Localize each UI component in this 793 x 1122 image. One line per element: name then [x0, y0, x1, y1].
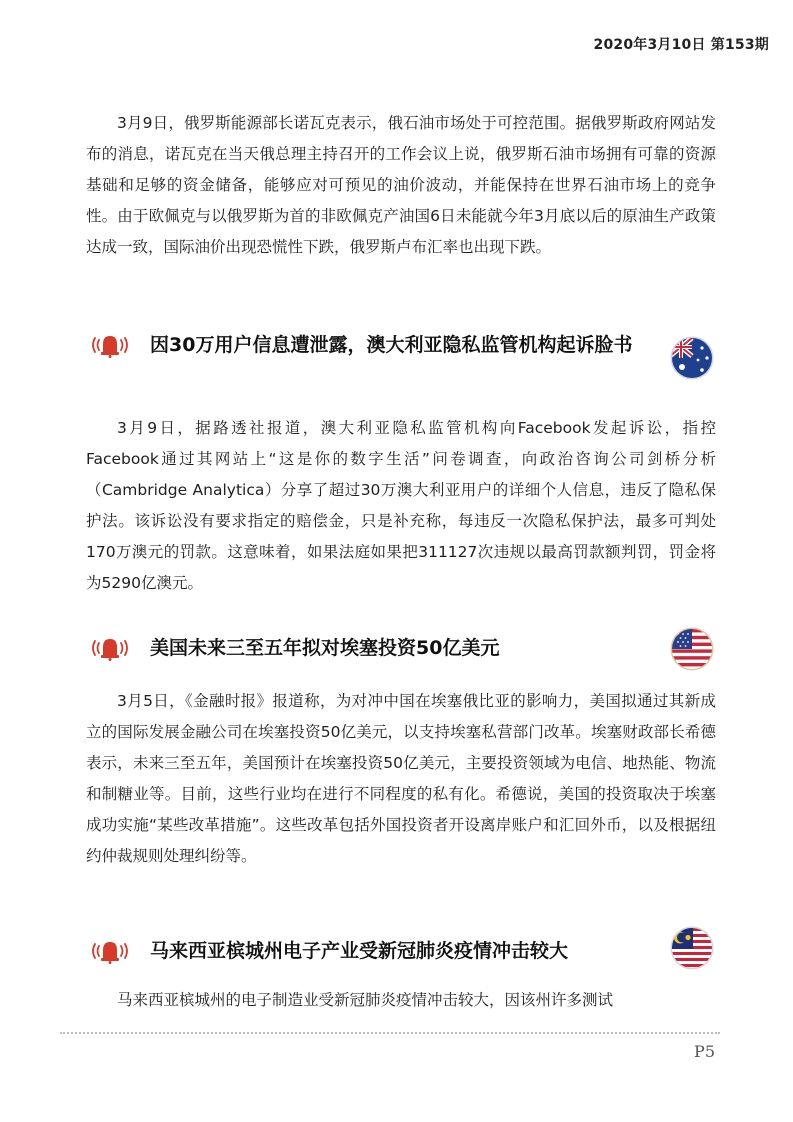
malaysia-flag-icon — [670, 926, 714, 970]
russia-oil-paragraph: 3月9日，俄罗斯能源部长诺瓦克表示，俄石油市场处于可控范围。据俄罗斯政府网站发布的消息，诺瓦克在当天俄总理主持召开的工作会议上说，俄罗斯石油市场拥有可靠的资源基础和足够的资金储备，能够应对可预见的油价波动，并能保持在世界石油市场上的竞争性。由于欧佩克与以俄罗斯为首的非欧佩克产油国6日未能就今年3月底以后的原油生产政策达成一致，国际油价出现恐慌性下跌，俄罗斯卢布汇率也出现下跌。 — [86, 114, 716, 256]
australia-flag-icon — [670, 336, 714, 380]
malaysia-penang-paragraph: 马来西亚槟城州的电子制造业受新冠肺炎疫情冲击较大，因该州许多测试 — [117, 991, 614, 1009]
usa-ethiopia-paragraph: 3月5日，《金融时报》报道称，为对冲中国在埃塞俄比亚的影响力，美国拟通过其新成立的国际发展金融公司在埃塞投资50亿美元，以支持埃塞私营部门改革。埃塞财政部长希德表示，未来三至五年，美国预计在埃塞投资50亿美元，主要投资领域为电信、地热能、物流和制糖业等。目前，这些行业均在进行不同程度的私有化。希德说，美国的投资取决于埃塞成功实施“某些改革措施”。这些改革包括外国投资者开设离岸账户和汇回外币，以及根据纽约仲裁规则处理纠纷等。 — [86, 692, 716, 865]
section-header-malaysia — [88, 936, 718, 986]
usa-flag-icon — [670, 627, 714, 671]
section-header-usa — [88, 633, 718, 683]
section-title-usa: 美国未来三至五年拟对埃塞投资50亿美元 — [150, 637, 500, 659]
section-title-malaysia: 马来西亚槟城州电子产业受新冠肺炎疫情冲击较大 — [150, 940, 569, 962]
footer-divider — [60, 1032, 720, 1034]
section-title-australia: 因30万用户信息遭泄露，澳大利亚隐私监管机构起诉脸书 — [150, 334, 633, 356]
page-number: P5 — [694, 1042, 715, 1061]
alarm-bell-icon — [88, 332, 132, 358]
australia-facebook-paragraph: 3月9日，据路透社报道，澳大利亚隐私监管机构向Facebook发起诉讼，指控Facebook通过其网站上“这是你的数字生活”问卷调查，向政治咨询公司剑桥分析（Cambridge Analytica）分享了超过30万澳大利亚用户的详细个人信息，违反了隐私保护法。该诉讼没有要求指定的赔偿金，只是补充称，每违反一次隐私保护法，最多可判处170万澳元的罚款。这意味着，如果法庭如果把311127次违规以最高罚款额判罚，罚金将为5290亿澳元。 — [86, 419, 716, 592]
section-header-australia — [88, 330, 718, 380]
alarm-bell-icon — [88, 938, 132, 964]
alarm-bell-icon — [88, 635, 132, 661]
issue-date-header: 2020年3月10日 第153期 — [593, 37, 769, 53]
